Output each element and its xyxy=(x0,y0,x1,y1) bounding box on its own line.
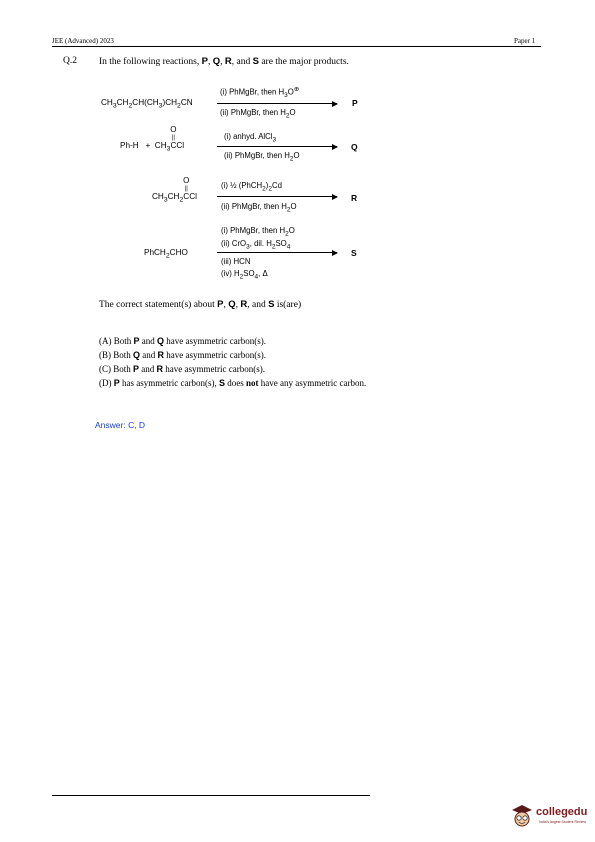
statement-prompt: The correct statement(s) about P, Q, R, and S is(are) xyxy=(99,299,302,310)
reaction-3-arrow xyxy=(217,196,337,197)
reaction-2-condition-above: (i) anhyd. AlCl$_3$ xyxy=(224,132,277,144)
reaction-4-arrow xyxy=(217,252,337,253)
option-b: (B) Both Q and R have asymmetric carbon(s). xyxy=(99,350,266,360)
exam-header: JEE (Advanced) 2023 xyxy=(52,37,114,45)
reaction-1-arrow xyxy=(217,103,337,104)
mascot-icon xyxy=(510,802,534,830)
paper-label: Paper 1 xyxy=(514,37,536,45)
answer-text: Answer: C, D xyxy=(95,420,146,430)
logo-wordmark: collegedu xyxy=(536,806,588,818)
reaction-1-condition-above: (i) PhMgBr, then $H_3O^\oplus$ xyxy=(220,86,300,100)
reaction-1-reactant: $CH_3CH_2CH(CH_3)CH_2CN$ xyxy=(101,98,193,110)
product-s-label: S xyxy=(351,248,357,258)
product-q-label: Q xyxy=(351,142,358,152)
product-p-label: P xyxy=(352,98,358,108)
reaction-4-step-2: (ii) CrO$_3$, dil. $H_2SO_4$ xyxy=(221,239,291,251)
reaction-3-reactant: $CH_3CH_2$ O || CCl xyxy=(152,176,197,204)
footer-rule xyxy=(52,795,370,796)
reaction-2-condition-below: (ii) PhMgBr, then $H_2O$ xyxy=(224,151,300,163)
question-stem: In the following reactions, P, Q, R, and S are the major products. xyxy=(99,56,349,67)
header-rule xyxy=(52,46,541,47)
question-number: Q.2 xyxy=(63,56,77,66)
reaction-2-reactants: $Ph-H + CH_3$ O || CCl xyxy=(120,125,185,153)
logo-tagline: India's largest Student Review xyxy=(539,820,586,824)
collegedunia-logo xyxy=(510,800,590,834)
reaction-4-step-3: (iii) HCN xyxy=(221,257,251,266)
reaction-4-reactant: PhCH$_2$CHO xyxy=(144,248,188,260)
reaction-4-step-4: (iv) $H_2SO_4$, Δ xyxy=(221,269,268,281)
product-r-label: R xyxy=(351,193,358,203)
reaction-1-condition-below: (ii) PhMgBr, then $H_2O$ xyxy=(220,108,296,120)
option-c: (C) Both P and R have asymmetric carbon(s). xyxy=(99,364,265,374)
reaction-3-condition-above: (i) ½ $(PhCH_2)_2Cd$ xyxy=(221,181,282,193)
reaction-3-condition-below: (ii) PhMgBr, then $H_2O$ xyxy=(221,202,297,214)
reaction-2-arrow xyxy=(217,146,337,147)
option-a: (A) Both P and Q have asymmetric carbon(s). xyxy=(99,336,267,346)
reaction-4-step-1: (i) PhMgBr, then $H_2O$ xyxy=(221,226,295,238)
option-d: (D) P has asymmetric carbon(s), S does not have any asymmetric carbon. xyxy=(99,378,367,388)
